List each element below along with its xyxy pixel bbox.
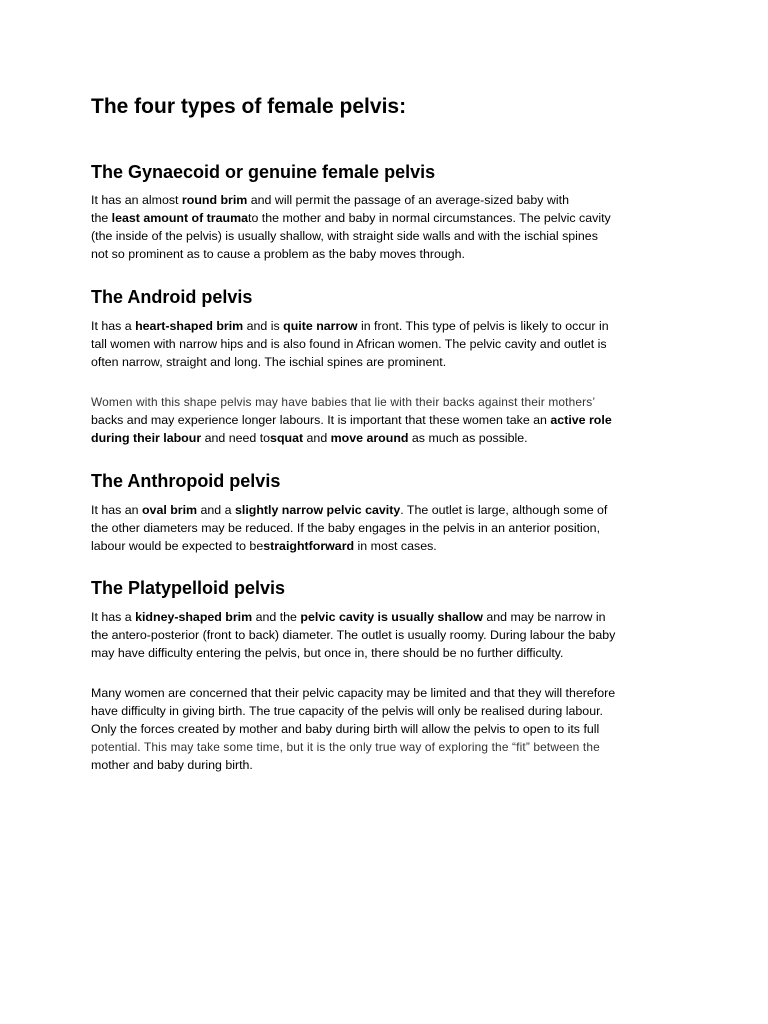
text-line: the antero-posterior (front to back) diameter. The outlet is usually roomy. During labour the baby [91, 628, 616, 642]
android-heading: The Android pelvis [91, 287, 253, 307]
bold-term: straightforward [263, 539, 355, 553]
text-line: Women with this shape pelvis may have babies that lie with their backs against their mothers’ [91, 395, 596, 409]
text-line: potential. This may take some time, but it is the only true way of exploring the “fit” between the [91, 740, 600, 754]
text-line: not so prominent as to cause a problem as the baby moves through. [91, 247, 466, 261]
text-line: Many women are concerned that their pelvic capacity may be limited and that they will therefore [91, 686, 616, 700]
text-line: It has an almost round brim and will permit the passage of an average-sized baby with [91, 193, 569, 207]
text-line: have difficulty in giving birth. The true capacity of the pelvis will only be realised during labour. [91, 704, 603, 718]
text-line: (the inside of the pelvis) is usually shallow, with straight side walls and with the ischial spines [91, 229, 598, 243]
text-line: Only the forces created by mother and baby during birth will allow the pelvis to open to its full [91, 722, 600, 736]
bold-term: quite narrow [283, 319, 358, 333]
bold-term: oval brim [141, 503, 198, 517]
bold-term: kidney-shaped brim [135, 610, 253, 624]
text-line: the least amount of traumato the mother and baby in normal circumstances. The pelvic cavity [91, 211, 611, 225]
anthropoid-heading: The Anthropoid pelvis [91, 471, 281, 491]
bold-term: round brim [181, 193, 248, 207]
text-line: It has a heart-shaped brim and is quite narrow in front. This type of pelvis is likely to occur in [91, 319, 609, 333]
text-line: often narrow, straight and long. The ischial spines are prominent. [91, 355, 447, 369]
closing-paragraph [91, 684, 681, 774]
android-paragraph [91, 317, 681, 371]
bold-term: squat [270, 431, 304, 445]
gynaecoid-heading: The Gynaecoid or genuine female pelvis [91, 162, 436, 182]
text-line: It has an oval brim and a slightly narrow pelvic cavity. The outlet is large, although some of [91, 503, 608, 517]
page-title: The four types of female pelvis: [91, 95, 407, 118]
bold-term: heart-shaped brim [135, 319, 244, 333]
text-line: labour would be expected to bestraightforward in most cases. [91, 539, 437, 553]
text-line: may have difficulty entering the pelvis, but once in, there should be no further difficulty. [91, 646, 564, 660]
text-line: tall women with narrow hips and is also found in African women. The pelvic cavity and outlet is [91, 337, 607, 351]
gynaecoid-paragraph [91, 191, 681, 263]
text-line: mother and baby during birth. [91, 758, 253, 772]
bold-term: during their labour [91, 431, 202, 445]
text-line: It has a kidney-shaped brim and the pelvic cavity is usually shallow and may be narrow in [91, 610, 606, 624]
anthropoid-paragraph [91, 501, 681, 555]
text-line: during their labour and need tosquat and move around as much as possible. [91, 431, 528, 445]
bold-term: slightly narrow pelvic cavity [234, 503, 401, 517]
bold-term: least amount of trauma [111, 211, 248, 225]
bold-term: pelvic cavity is usually shallow [300, 610, 483, 624]
platypelloid-paragraph [91, 608, 681, 662]
text-line: backs and may experience longer labours. It is important that these women take an active role [91, 413, 612, 427]
platypelloid-heading: The Platypelloid pelvis [91, 578, 286, 598]
android-paragraph-2 [91, 393, 681, 447]
text-line: the other diameters may be reduced. If the baby engages in the pelvis in an anterior position, [91, 521, 601, 535]
bold-term: move around [330, 431, 409, 445]
bold-term: active role [550, 413, 612, 427]
